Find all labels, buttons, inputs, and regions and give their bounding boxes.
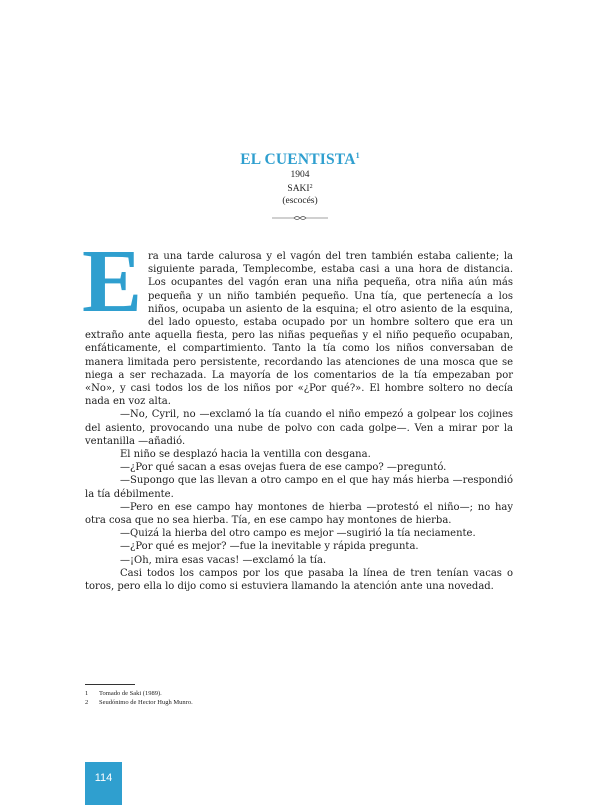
footnote-2 bbox=[85, 698, 193, 707]
footnote-text: Seudónimo de Hector Hugh Munro. bbox=[99, 699, 193, 706]
story-author bbox=[0, 181, 600, 195]
story-title-text: EL CUENTISTA bbox=[240, 151, 356, 168]
paragraph-1-text: ra una tarde calurosa y el vagón del tren también estaba caliente; la siguiente parada, Templecombe, estaba casi a una hora de distancia. Los ocupantes del vagón eran una niña pequeña, otra niña aún más pequeña y un niño también pequeño. Una tía, que pertenecía a los niños, ocupaba un asiento de la esquina; el otro asiento de la esquina, del lado opuesto, estaba ocupado por un hombre soltero que era un extraño ante aquella fiesta, pero las niñas pequeñas y el niño pequeño ocupaban, enfáticamente, el compartimiento. Tanto la tía como los niños conversaban de manera limitada pero persistente, recordando las atenciones de una mosca que se niega a ser rechazada. La mayoría de los comentarios de la tía empezaban por «No», y casi todos los de los niños por «¿Por qué?». El hombre soltero no decía nada en voz alta. bbox=[85, 251, 513, 408]
story-year: 1904 bbox=[290, 170, 310, 180]
paragraph-5: —Supongo que las llevan a otro campo en el que hay más hierba —respondió la tía débilmente. bbox=[85, 475, 513, 500]
footnotes bbox=[85, 689, 193, 707]
paragraph-4: —¿Por qué sacan a esas ovejas fuera de ese campo? —preguntó. bbox=[120, 462, 447, 474]
footnote-number: 2 bbox=[85, 699, 89, 706]
story-header bbox=[0, 151, 600, 226]
footnote-1 bbox=[85, 689, 193, 698]
story-origin: (escocés) bbox=[282, 196, 318, 206]
paragraph-3: El niño se desplazó hacia la ventilla con desgana. bbox=[120, 449, 371, 461]
paragraph-1 bbox=[82, 232, 513, 408]
page-number: 114 bbox=[94, 772, 113, 784]
paragraph-9: —¡Oh, mira esas vacas! —exclamó la tía. bbox=[120, 554, 327, 566]
paragraph-10: Casi todos los campos por los que pasaba la línea de tren tenían vacas o toros, pero ella lo dijo como si estuviera llamando la atención ante una novedad. bbox=[85, 567, 513, 593]
paragraph-8: —¿Por qué es mejor? —fue la inevitable y rápida pregunta. bbox=[120, 541, 419, 553]
footnote-number: 1 bbox=[85, 690, 89, 697]
footnote-rule bbox=[85, 684, 135, 685]
paragraph-2: —No, Cyril, no —exclamó la tía cuando el niño empezó a golpear los cojines del asiento, provocando una nube de polvo con cada golpe—. Ven a mirar por la ventanilla —añadió. bbox=[85, 409, 513, 447]
footnote-text: Tomado de Saki (1989). bbox=[99, 690, 162, 697]
story-title bbox=[0, 151, 600, 169]
paragraph-7: —Quizá la hierba del otro campo es mejor —sugirió la tía neciamente. bbox=[120, 528, 476, 540]
ornament-divider-icon bbox=[270, 214, 330, 222]
page-number-tab bbox=[85, 762, 122, 805]
author-name: SAKI bbox=[287, 184, 310, 194]
title-footnote-ref: 1 bbox=[355, 151, 360, 160]
author-footnote-ref: 2 bbox=[309, 184, 313, 190]
story-body bbox=[82, 232, 513, 593]
paragraph-6: —Pero en ese campo hay montones de hierba —protestó el niño—; no hay otra cosa que no sea hierba. Tía, en ese campo hay montones de hierba. bbox=[85, 501, 513, 527]
drop-cap: E bbox=[82, 232, 143, 331]
